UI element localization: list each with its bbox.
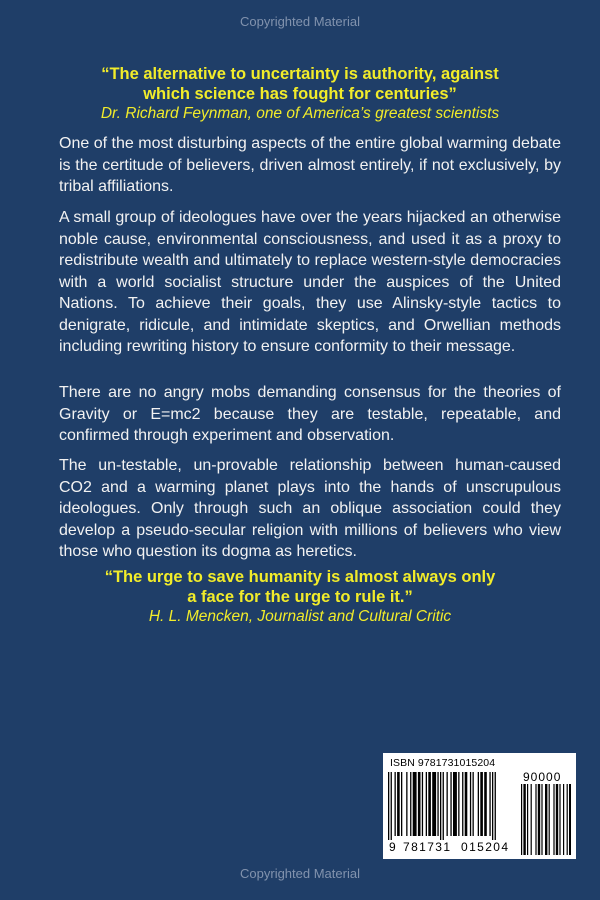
quote-line: which science has fought for centuries” (143, 85, 457, 103)
ean-barcode-bars (388, 772, 516, 842)
body-paragraph-2: A small group of ideologues have over the years hijacked an otherwise noble cause, environmental consciousness, and used it as a proxy to redistribute wealth and ultimately to replace western-style democracies with a world socialist structure under the auspices of the United Nations. To achieve their goals, they use Alinsky-style tactics to denigrate, ridicule, and intimidate skeptics, and Orwellian methods including rewriting history to ensure conformity to their message. (59, 209, 561, 355)
quote-line: a face for the urge to rule it.” (187, 588, 413, 606)
barcode-digits-right: 015204 (461, 840, 510, 854)
copyright-watermark-bottom: Copyrighted Material (240, 866, 360, 881)
isbn-label: ISBN 9781731015204 (390, 757, 496, 769)
quote-attribution: H. L. Mencken, Journalist and Cultural Critic (148, 608, 452, 625)
quote-line: “The alternative to uncertainty is authority, against (101, 65, 499, 83)
mencken-quote (60, 567, 540, 627)
quote-line: “The urge to save humanity is almost always only (104, 568, 496, 586)
quote-attribution: Dr. Richard Feynman, one of America’s greatest scientists (100, 105, 500, 122)
feynman-quote (60, 64, 540, 124)
price-code: 90000 (523, 770, 562, 784)
barcode-digits-left: 781731 (403, 840, 452, 854)
copyright-watermark-top: Copyrighted Material (240, 14, 360, 29)
body-paragraph-1: One of the most disturbing aspects of the entire global warming debate is the certitude of believers, driven almost entirely, if not exclusively, by tribal affiliations. (59, 135, 561, 195)
price-addon-bars (521, 784, 571, 855)
barcode-digit-first: 9 (389, 840, 396, 854)
body-paragraph-4: The un-testable, un-provable relationship between human-caused CO2 and a warming planet plays into the hands of unscrupulous ideologues. Only through such an oblique association could they develop a pseudo-secular religion with millions of believers who view those who question its dogma as heretics. (59, 457, 561, 560)
isbn-barcode (383, 753, 576, 859)
body-paragraph-3: There are no angry mobs demanding consensus for the theories of Gravity or E=mc2 because they are testable, repeatable, and confirmed through experiment and observation. (59, 384, 561, 444)
